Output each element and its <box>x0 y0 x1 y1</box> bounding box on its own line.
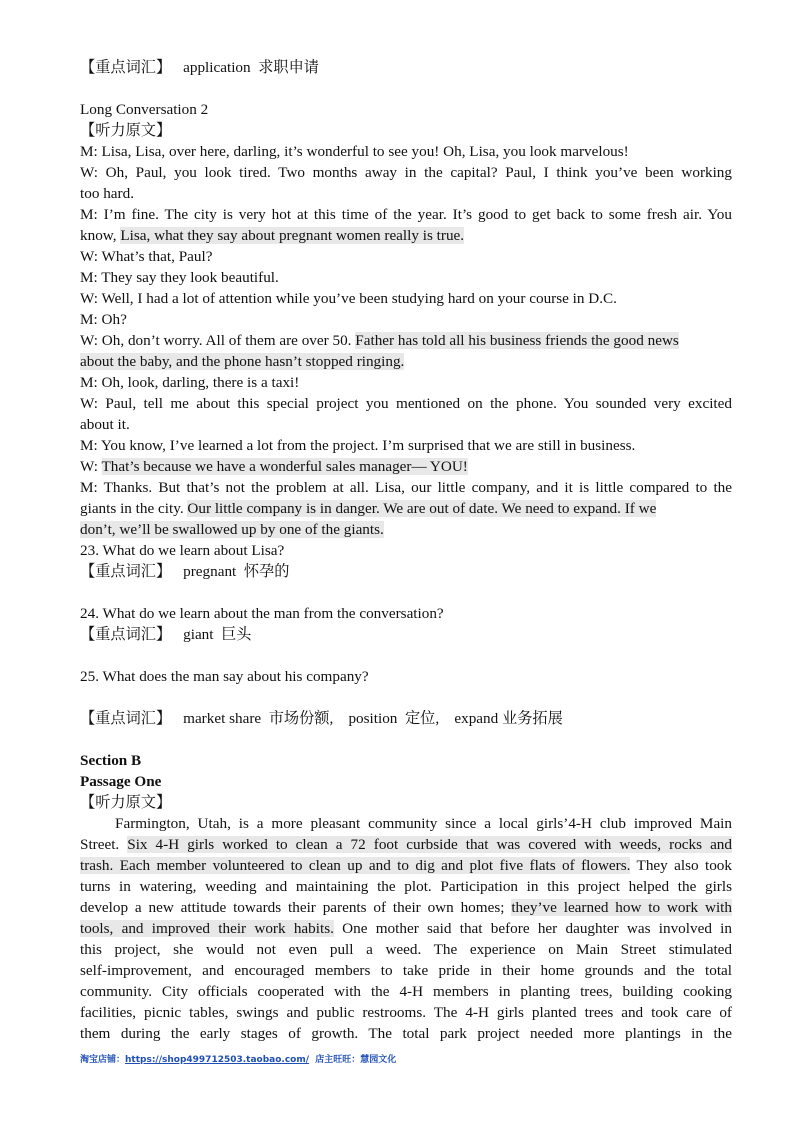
highlighted-text: they’ve learned how to work with <box>511 899 732 916</box>
shop-link[interactable]: https://shop499712503.taobao.com/ <box>125 1055 310 1065</box>
dialogue-line: W: Oh, don’t worry. All of them are over 50. Father has told all his business friends the good news <box>80 332 679 349</box>
page-footer <box>80 1050 396 1071</box>
dialogue-line: about it. <box>80 416 130 433</box>
passage-line: tools, and improved their work habits. One mother said that before her daughter was involved in <box>80 920 732 937</box>
dialogue-line: W: That’s because we have a wonderful sales manager— YOU! <box>80 458 468 475</box>
passage-line: trash. Each member volunteered to clean up and to dig and plot five flats of flowers. They also took <box>80 857 732 874</box>
dialogue-line: M: Oh, look, darling, there is a taxi! <box>80 374 300 391</box>
question-24: 24. What do we learn about the man from the conversation? <box>80 605 444 622</box>
passage-line: develop a new attitude towards their parents of their own homes; they’ve learned how to work with <box>80 899 732 916</box>
vocab-text: giant 巨头 <box>183 626 252 643</box>
passage-line: turns in watering, weeding and maintaining the plot. Participation in this project helped the girls <box>80 878 732 895</box>
highlighted-text: Father has told all his business friends the good news <box>355 332 679 349</box>
dialogue-line: know, Lisa, what they say about pregnant women really is true. <box>80 227 465 244</box>
dialogue-line: M: Lisa, Lisa, over here, darling, it’s wonderful to see you! Oh, Lisa, you look marvelous! <box>80 143 629 160</box>
highlighted-text: That’s because we have a wonderful sales manager— YOU! <box>101 458 468 475</box>
dialogue-line: M: You know, I’ve learned a lot from the project. I’m surprised that we are still in business. <box>80 437 636 454</box>
highlighted-text: tools, and improved their work habits. <box>80 920 334 937</box>
conversation-title: Long Conversation 2 <box>80 101 209 118</box>
dialogue-line <box>80 519 732 540</box>
passage-line: self-improvement, and encouraged members to take pride in their home grounds and the total <box>80 962 732 979</box>
highlighted-text: Our little company is in danger. We are out of date. We need to expand. If we <box>187 500 657 517</box>
vocab-text: market share 市场份额, position 定位, expand 业务拓展 <box>183 710 563 727</box>
dialogue-line: M: Thanks. But that’s not the problem at all. Lisa, our little company, and it is little compared to the <box>80 479 732 496</box>
dialogue-line <box>80 351 732 372</box>
vocab-application <box>80 57 732 78</box>
passage-line: facilities, picnic tables, swings and public restrooms. The 4-H girls planted trees and took care of <box>80 1004 732 1021</box>
shop-label: 淘宝店铺： <box>80 1055 126 1065</box>
dialogue-line: M: I’m fine. The city is very hot at this time of the year. It’s good to get back to some fresh air. You <box>80 206 732 223</box>
vocab-pregnant <box>80 561 732 582</box>
highlighted-text: don’t, we’ll be swallowed up by one of the giants. <box>80 521 384 538</box>
vocab-market <box>80 708 732 729</box>
dialogue-line: W: Well, I had a lot of attention while you’ve been studying hard on your course in D.C. <box>80 290 617 307</box>
vocab-giant <box>80 624 732 645</box>
dialogue-line: W: Oh, Paul, you look tired. Two months away in the capital? Paul, I think you’ve been working <box>80 164 732 181</box>
question-23: 23. What do we learn about Lisa? <box>80 542 285 559</box>
dialogue-line: M: They say they look beautiful. <box>80 269 279 286</box>
highlighted-text: Lisa, what they say about pregnant women really is true. <box>120 227 465 244</box>
passage-line: community. City officials cooperated with the 4-H members in planting trees, building cooking <box>80 983 732 1000</box>
passage-line: this project, she would not even pull a weed. The experience on Main Street stimulated <box>80 941 732 958</box>
passage-line: Street. Six 4-H girls worked to clean a 72 foot curbside that was covered with weeds, rocks and <box>80 836 732 853</box>
vocab-label: 【重点词汇】 <box>80 710 172 727</box>
question-25: 25. What does the man say about his company? <box>80 668 369 685</box>
dialogue-line: W: Paul, tell me about this special project you mentioned on the phone. You sounded very excited <box>80 395 732 412</box>
passage-title: Passage One <box>80 773 162 790</box>
document-content <box>80 57 732 1044</box>
vocab-text: pregnant 怀孕的 <box>183 563 290 580</box>
section-title: Section B <box>80 752 142 769</box>
dialogue-line: W: What’s that, Paul? <box>80 248 213 265</box>
passage-line: them during the early stages of growth. The total park project needed more plantings in the <box>80 1025 732 1042</box>
dialogue-line: giants in the city. Our little company is in danger. We are out of date. We need to expand. If we <box>80 500 657 517</box>
dialogue-line: too hard. <box>80 185 134 202</box>
vocab-label: 【重点词汇】 <box>80 626 172 643</box>
transcript-label: 【听力原文】 <box>80 122 172 139</box>
vocab-label: 【重点词汇】 <box>80 563 172 580</box>
transcript-label: 【听力原文】 <box>80 794 172 811</box>
dialogue-line: M: Oh? <box>80 311 127 328</box>
shop-owner: 店主旺旺：慧园文化 <box>309 1055 397 1065</box>
highlighted-text: about the baby, and the phone hasn’t stopped ringing. <box>80 353 405 370</box>
highlighted-text: trash. Each member volunteered to clean up and to dig and plot five flats of flowers. <box>80 857 631 874</box>
passage-line: Farmington, Utah, is a more pleasant community since a local girls’4-H club improved Main <box>115 815 732 832</box>
highlighted-text: Six 4-H girls worked to clean a 72 foot curbside that was covered with weeds, rocks and <box>127 836 732 853</box>
vocab-text: application 求职申请 <box>183 59 319 76</box>
vocab-label: 【重点词汇】 <box>80 59 172 76</box>
